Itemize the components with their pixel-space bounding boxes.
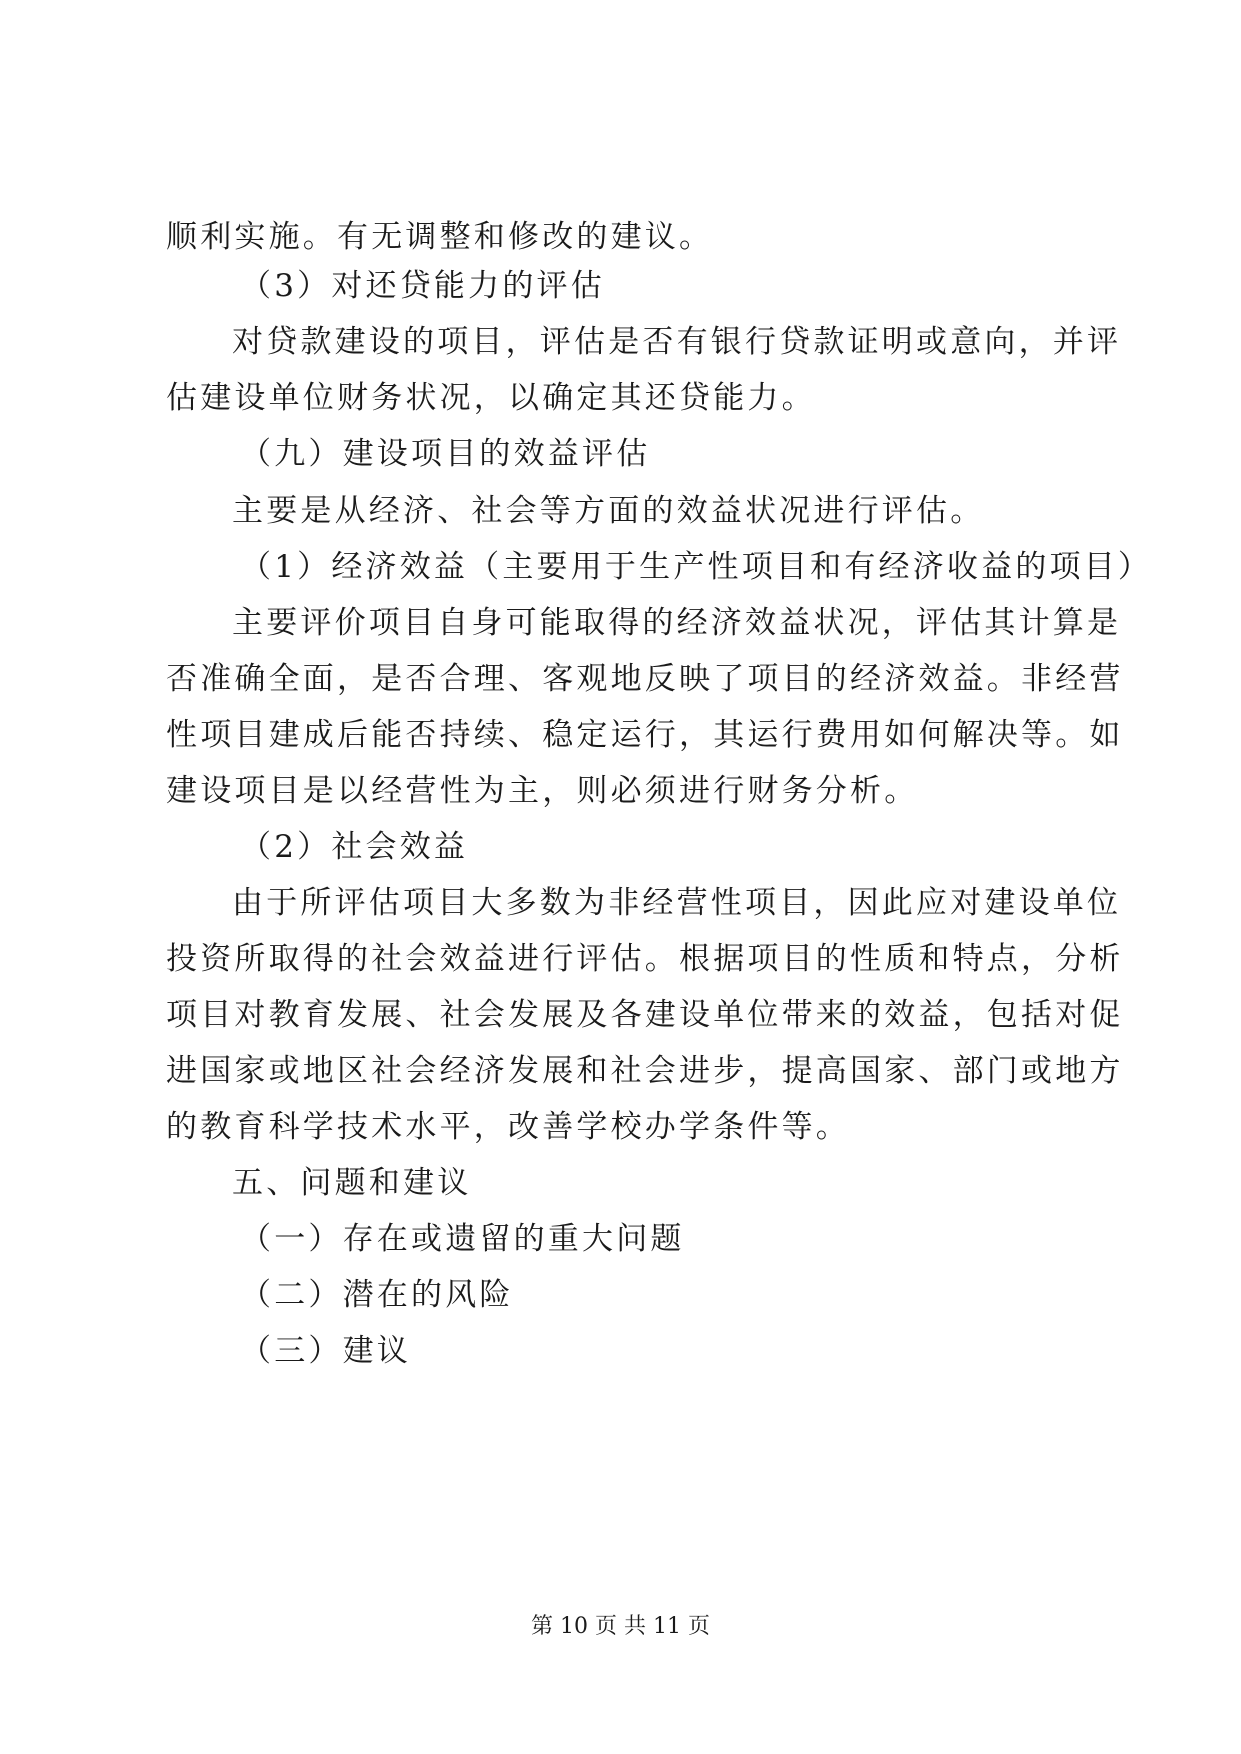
body-text-line: 顺利实施。有无调整和修改的建议。 xyxy=(166,219,714,255)
body-text-line: 投资所取得的社会效益进行评估。根据项目的性质和特点，分析 xyxy=(166,941,1124,977)
chapter-heading: 五、问题和建议 xyxy=(232,1165,472,1201)
body-text-line: 主要是从经济、社会等方面的效益状况进行评估。 xyxy=(232,493,985,529)
subsection-heading: （2）社会效益 xyxy=(240,829,469,865)
body-text-line: 估建设单位财务状况，以确定其还贷能力。 xyxy=(166,380,816,416)
body-text-line: 性项目建成后能否持续、稳定运行，其运行费用如何解决等。如 xyxy=(166,717,1124,753)
section-heading: （一）存在或遗留的重大问题 xyxy=(240,1221,685,1257)
body-text-line: 主要评价项目自身可能取得的经济效益状况，评估其计算是 xyxy=(232,605,1122,641)
section-heading: （九）建设项目的效益评估 xyxy=(240,436,651,472)
page-number-footer: 第 10 页 共 11 页 xyxy=(531,1614,710,1639)
body-text-line: 进国家或地区社会经济发展和社会进步，提高国家、部门或地方 xyxy=(166,1053,1124,1089)
section-heading: （三）建议 xyxy=(240,1333,411,1369)
subsection-heading: （1）经济效益（主要用于生产性项目和有经济收益的项目） xyxy=(240,549,1153,585)
body-text-line: 否准确全面，是否合理、客观地反映了项目的经济效益。非经营 xyxy=(166,661,1124,697)
body-text-line: 对贷款建设的项目，评估是否有银行贷款证明或意向，并评 xyxy=(232,324,1122,360)
body-text-line: 由于所评估项目大多数为非经营性项目，因此应对建设单位 xyxy=(232,885,1122,921)
subsection-heading: （3）对还贷能力的评估 xyxy=(240,268,605,304)
section-heading: （二）潜在的风险 xyxy=(240,1277,514,1313)
body-text-line: 建设项目是以经营性为主，则必须进行财务分析。 xyxy=(166,773,919,809)
body-text-line: 项目对教育发展、社会发展及各建设单位带来的效益，包括对促 xyxy=(166,997,1124,1033)
body-text-line: 的教育科学技术水平，改善学校办学条件等。 xyxy=(166,1109,850,1145)
